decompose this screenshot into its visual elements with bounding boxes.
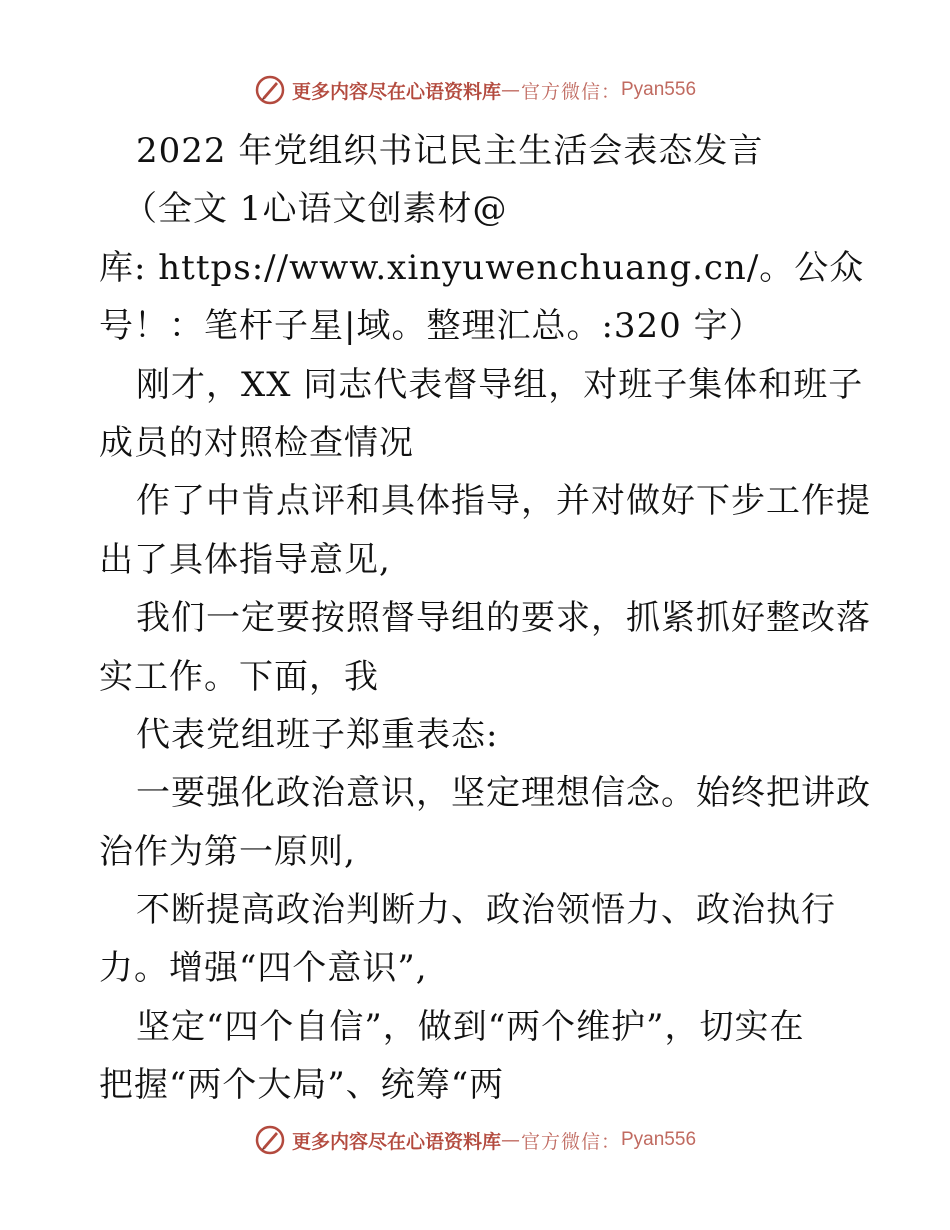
paragraph-line: 把握“两个大局”、统筹“两 [99, 1065, 505, 1106]
paragraph-line: 作了中肯点评和具体指导，并对做好下步工作提 [136, 481, 871, 522]
banner-dash: — [500, 79, 521, 101]
paragraph-line: 我们一定要按照督导组的要求，抓紧抓好整改落 [136, 598, 871, 639]
document-note-line: 库: https://www.xinyuwenchuang.cn/。公众 [99, 247, 865, 288]
banner-official-label: 官方微信： [520, 1130, 621, 1153]
banner-official-label: 官方微信： [520, 80, 621, 103]
document-title: 2022 年党组织书记民主生活会表态发言 [136, 131, 764, 171]
paragraph-line: 刚才，XX 同志代表督导组，对班子集体和班子 [136, 364, 864, 405]
banner-main-text: 更多内容尽在心语资料库 [291, 1130, 501, 1153]
paragraph-line: 不断提高政治判断力、政治领悟力、政治执行 [136, 890, 836, 931]
document-note-line: 号！：笔杆子星|域。整理汇总。:320 字） [99, 306, 764, 347]
paragraph-line: 治作为第一原则, [99, 831, 356, 872]
banner-main-text: 更多内容尽在心语资料库 [291, 80, 501, 103]
footer-banner [0, 1120, 950, 1160]
banner-dash: — [500, 1129, 521, 1151]
paragraph-line: 成员的对照检查情况 [99, 422, 414, 463]
quill-logo-icon [254, 1124, 286, 1156]
document-body [99, 122, 879, 1115]
paragraph-line: 代表党组班子郑重表态: [136, 714, 499, 755]
banner-wechat-id: Pyan556 [621, 79, 697, 100]
quill-logo-icon [254, 74, 286, 106]
document-note-line: （全文 1心语文创素材@ [123, 189, 508, 230]
paragraph-line: 实工作。下面，我 [99, 656, 379, 697]
paragraph-line: 力。增强“四个意识”, [99, 948, 428, 989]
paragraph-line: 坚定“四个自信”，做到“两个维护”，切实在 [136, 1006, 805, 1047]
header-banner [0, 70, 950, 110]
paragraph-line: 一要强化政治意识，坚定理想信念。始终把讲政 [136, 773, 871, 814]
banner-wechat-id: Pyan556 [621, 1129, 697, 1150]
paragraph-line: 出了具体指导意见, [99, 539, 391, 580]
